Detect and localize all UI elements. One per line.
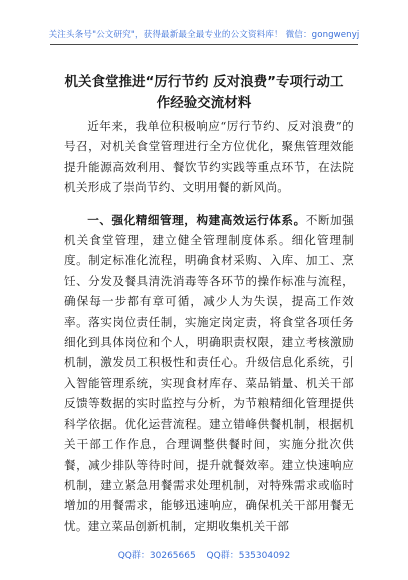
section-one-text: 不断加强机关食堂管理，建立健全管理制度体系。细化管理制度。制定标准化流程，明确食材采购、入库、加工、烹饪、分发及餐具清洗消毒等各环节的操作标准与流程，确保每一步都有章可循，减少人为失误，提高工作效率。落实岗位责任制，实施定岗定责，将食堂各项任务细化到具体岗位和个人，明确职责权限，建立考核激励机制，激发员工积极性和责任心。升级信息化系统，引入智能管理系统，实现食材库存、菜品销量、机关干部反馈等数据的实时监控与分析，为节粮精细化管理提供科学依据。优化运营流程。建立错峰供餐机制，根据机关干部工作作息，合理调整供餐时间，实施分批次供餐，减少排队等待时间，提升就餐效率。建立快速响应机制，建立紧急用餐需求处理机制，对特殊需求或临时增加的用餐需求，能够迅速响应，确保机关干部用餐无忧。建立菜品创新机制，定期收集机关干部 <box>64 212 354 533</box>
document-title: 机关食堂推进“厉行节约 反对浪费”专项行动工作经验交流材料 <box>64 74 344 111</box>
header-note: 关注头条号"公文研究"，获得最新最全最专业的公文资料库！ 微信：gongwenyj <box>48 30 360 40</box>
intro-paragraph <box>64 116 354 198</box>
intro-text: 近年来，我单位积极响应“厉行节约、反对浪费”的号召，对机关食堂管理进行全方位优化，聚焦管理效能提升能源高效利用、餐饮节约实践等重点环节，在法院机关形成了崇尚节约、文明用餐的新风尚。 <box>64 119 354 195</box>
section-one-heading: 一、强化精细管理，构建高效运行体系。 <box>87 212 306 227</box>
header-divider <box>50 44 358 45</box>
section-one-paragraph <box>64 210 354 537</box>
footer-contacts: QQ群：30265665 QQ群：535304092 <box>117 551 291 561</box>
document-body <box>64 116 354 536</box>
